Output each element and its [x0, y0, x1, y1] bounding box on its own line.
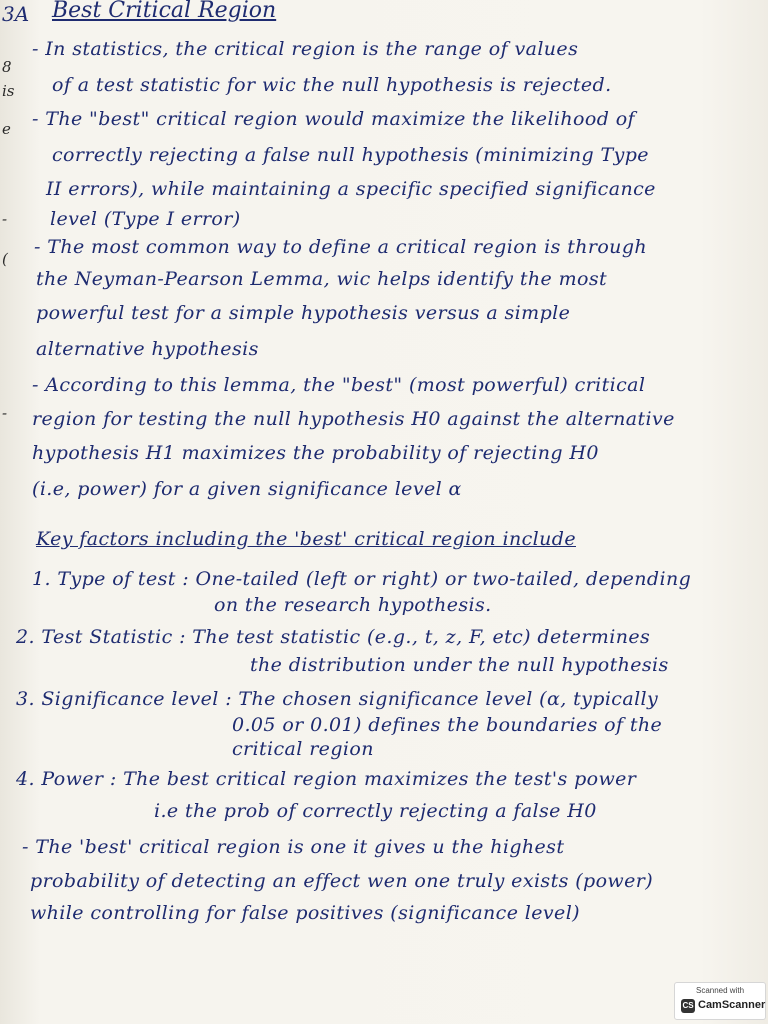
note-line: i.e the prob of correctly rejecting a false H0: [154, 800, 597, 822]
question-number: 3A: [2, 2, 30, 26]
note-line: 4. Power : The best critical region maximizes the test's power: [16, 768, 637, 790]
note-line: critical region: [232, 738, 374, 760]
note-line: - The "best" critical region would maximize the likelihood of: [32, 108, 635, 130]
note-line: 3. Significance level : The chosen significance level (α, typically: [16, 688, 659, 710]
page-title: Best Critical Region: [52, 0, 277, 23]
note-line: while controlling for false positives (significance level): [30, 902, 580, 924]
note-line: powerful test for a simple hypothesis versus a simple: [36, 302, 571, 324]
margin-mark: -: [2, 210, 8, 228]
margin-mark: e: [2, 120, 11, 138]
scanner-brand: CamScanner: [698, 999, 766, 1011]
note-line: level (Type I error): [50, 208, 241, 230]
note-line: (i.e, power) for a given significance level α: [32, 478, 462, 500]
note-line: - In statistics, the critical region is the range of values: [32, 38, 579, 60]
margin-mark: (: [2, 250, 8, 268]
note-line: - The 'best' critical region is one it gives u the highest: [22, 836, 565, 858]
note-line: II errors), while maintaining a specific specified significance: [46, 178, 656, 200]
note-line: correctly rejecting a false null hypothesis (minimizing Type: [52, 144, 649, 166]
note-line: of a test statistic for wic the null hypothesis is rejected.: [52, 74, 612, 96]
note-line: - According to this lemma, the "best" (most powerful) critical: [32, 374, 646, 396]
note-line: probability of detecting an effect wen one truly exists (power): [30, 870, 654, 892]
note-line: 0.05 or 0.01) defines the boundaries of the: [232, 714, 663, 736]
margin-mark: is: [2, 82, 15, 100]
note-line: hypothesis H1 maximizes the probability of rejecting H0: [32, 442, 599, 464]
note-line: alternative hypothesis: [36, 338, 259, 360]
note-line: region for testing the null hypothesis H0 against the alternative: [32, 408, 675, 430]
note-line: - The most common way to define a critical region is through: [34, 236, 648, 258]
camscanner-logo-icon: CS: [681, 999, 695, 1013]
note-line: on the research hypothesis.: [214, 594, 492, 616]
margin-mark: -: [2, 404, 8, 422]
note-line: the distribution under the null hypothesis: [250, 654, 669, 676]
note-line: the Neyman-Pearson Lemma, wic helps identify the most: [36, 268, 608, 290]
margin-mark: 8: [2, 58, 12, 76]
note-line: 1. Type of test : One-tailed (left or right) or two-tailed, depending: [32, 568, 692, 590]
section-heading: Key factors including the 'best' critical region include: [36, 528, 576, 550]
camscanner-watermark: [674, 982, 766, 1020]
note-line: 2. Test Statistic : The test statistic (e.g., t, z, F, etc) determines: [16, 626, 651, 648]
scanner-caption: Scanned with: [695, 986, 745, 995]
